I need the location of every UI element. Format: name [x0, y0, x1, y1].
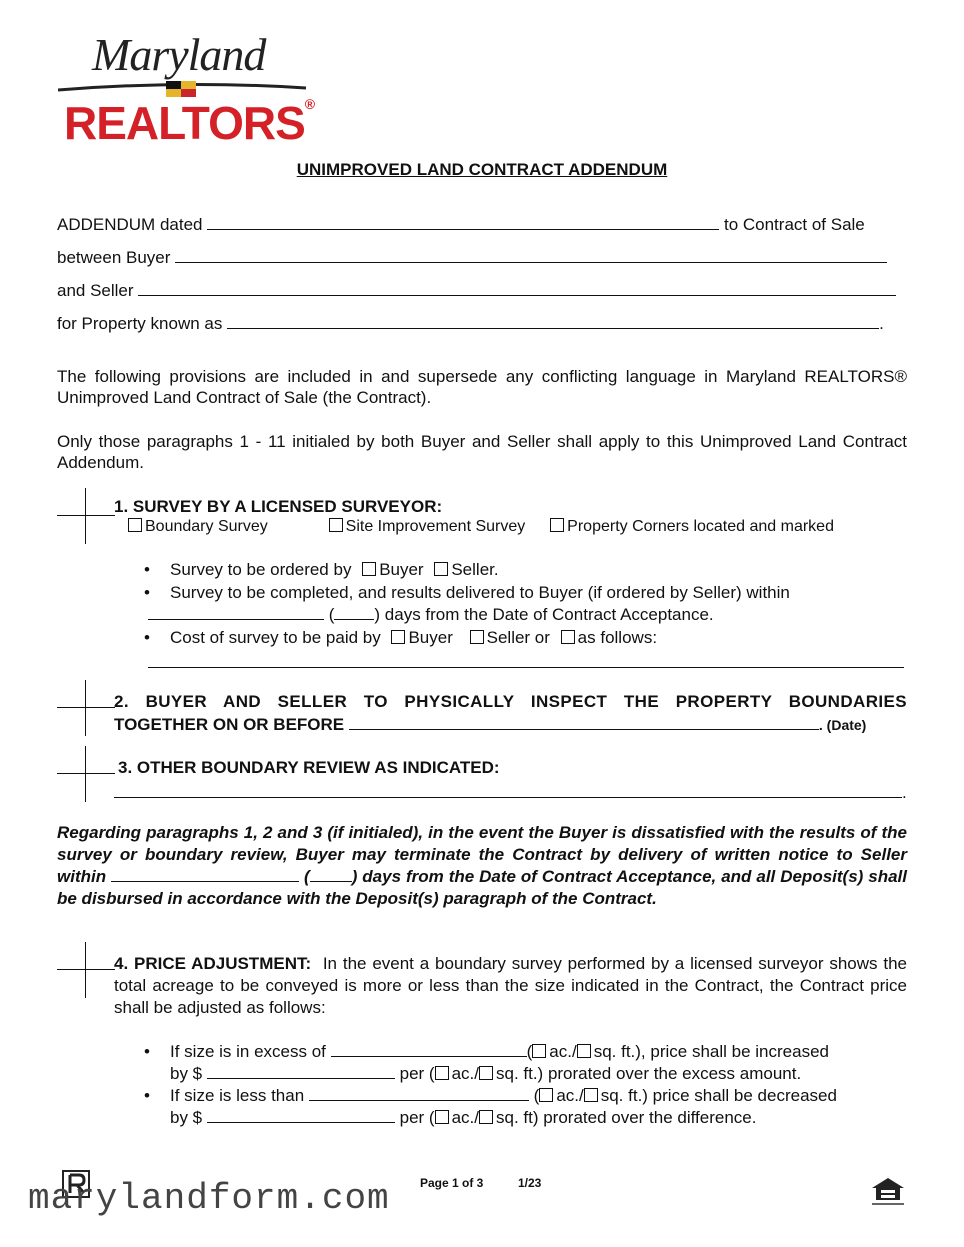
- addendum-dated-row: ADDENDUM dated to Contract of Sale: [57, 215, 865, 234]
- addendum-date-field[interactable]: [207, 214, 719, 230]
- watermark: marylandform.com: [28, 1178, 390, 1219]
- sqft-checkbox[interactable]: [577, 1044, 591, 1058]
- inspection-date-field[interactable]: [349, 714, 819, 730]
- buyer-row: between Buyer: [57, 247, 887, 268]
- property-field[interactable]: [227, 313, 879, 329]
- days-number-field[interactable]: [334, 604, 374, 620]
- cost-other-checkbox[interactable]: [561, 630, 575, 644]
- seller-checkbox[interactable]: [434, 562, 448, 576]
- per-sqft-checkbox[interactable]: [479, 1066, 493, 1080]
- section-1-list: [170, 559, 910, 649]
- section-2-heading: 2. BUYER AND SELLER TO PHYSICALLY INSPECT THE PROPERTY BOUNDARIES: [114, 692, 907, 711]
- section-4-paragraph: 4. PRICE ADJUSTMENT: In the event a boundary survey performed by a licensed surveyor shows the total acreage to be conveyed is more or less than the size indicated in the Contract, the Contract price shall be adjusted as follows:: [114, 954, 907, 1017]
- list-item: • Survey to be ordered by Buyer Seller.: [170, 559, 910, 581]
- property-corners-option[interactable]: Property Corners located and marked: [550, 518, 834, 535]
- notice-days-number-field[interactable]: [310, 866, 352, 882]
- revision-date: 1/23: [518, 1176, 542, 1190]
- intro-paragraph-1: The following provisions are included in and supersede any conflicting language in Maryland REALTORS® Unimproved Land Contract of Sale (the Contract).: [57, 367, 907, 407]
- checkbox[interactable]: [329, 518, 343, 532]
- other-review-field[interactable]: [114, 782, 902, 798]
- section-2-date-row: TOGETHER ON OR BEFORE . (Date): [114, 715, 867, 734]
- section-3-field-row: .: [114, 782, 907, 803]
- notice-days-written-field[interactable]: [111, 866, 299, 882]
- excess-size-field[interactable]: [331, 1041, 527, 1057]
- list-item: • Survey to be completed, and results delivered to Buyer (if ordered by Seller) within ( ) days from the Date of Contract Acceptance.: [170, 582, 910, 626]
- section-1-heading: 1. SURVEY BY A LICENSED SURVEYOR:: [114, 497, 443, 516]
- per-sqft-checkbox[interactable]: [479, 1110, 493, 1124]
- increase-amount-field[interactable]: [207, 1063, 395, 1079]
- property-row: for Property known as .: [57, 314, 884, 333]
- less-size-field[interactable]: [309, 1085, 529, 1101]
- per-acres-checkbox[interactable]: [435, 1110, 449, 1124]
- decrease-amount-field[interactable]: [207, 1107, 395, 1123]
- checkbox[interactable]: [128, 518, 142, 532]
- list-item: • If size is in excess of ( ac./ sq. ft.), price shall be increased by $ per ( ac./ sq. ft.) prorated over the excess amount.: [170, 1041, 910, 1085]
- page-title: UNIMPROVED LAND CONTRACT ADDENDUM: [296, 160, 668, 179]
- buyer-name-field[interactable]: [175, 247, 887, 263]
- logo-script: Maryland: [92, 29, 266, 80]
- section-4-list: [170, 1041, 910, 1129]
- checkbox[interactable]: [550, 518, 564, 532]
- equal-housing-icon: [870, 1176, 906, 1213]
- acres-checkbox[interactable]: [532, 1044, 546, 1058]
- sqft-checkbox[interactable]: [584, 1088, 598, 1102]
- termination-notice: Regarding paragraphs 1, 2 and 3 (if initialed), in the event the Buyer is dissatisfied with the results of the survey or boundary review, Buyer may terminate the Contract by delivery of written notice to Seller within ( ) days from the Date of Contract Acceptance, and all Deposit(s) shall be disbursed in accordance with the Deposit(s) paragraph of the Contract.: [57, 823, 907, 908]
- page-number: Page 1 of 3: [420, 1176, 484, 1190]
- list-item: • Cost of survey to be paid by Buyer Seller or as follows:: [170, 627, 910, 649]
- section-3-heading: 3. OTHER BOUNDARY REVIEW AS INDICATED:: [118, 758, 500, 777]
- survey-options: [128, 518, 834, 536]
- list-item: • If size is less than ( ac./ sq. ft.) price shall be decreased by $ per ( ac./ sq. ft) prorated over the difference.: [170, 1085, 910, 1129]
- logo-realtors: REALTORS®: [64, 96, 315, 149]
- intro-paragraph-2: Only those paragraphs 1 - 11 initialed by both Buyer and Seller shall apply to this Unimproved Land Contract Addendum.: [57, 432, 907, 472]
- days-written-field[interactable]: [148, 604, 324, 620]
- acres-checkbox[interactable]: [539, 1088, 553, 1102]
- cost-buyer-checkbox[interactable]: [391, 630, 405, 644]
- buyer-checkbox[interactable]: [362, 562, 376, 576]
- site-improvement-option[interactable]: Site Improvement Survey: [329, 518, 526, 535]
- cost-details-field[interactable]: [148, 652, 904, 668]
- seller-row: and Seller: [57, 280, 896, 301]
- seller-name-field[interactable]: [138, 280, 896, 296]
- cost-seller-checkbox[interactable]: [470, 630, 484, 644]
- boundary-survey-option[interactable]: Boundary Survey: [128, 518, 268, 535]
- per-acres-checkbox[interactable]: [435, 1066, 449, 1080]
